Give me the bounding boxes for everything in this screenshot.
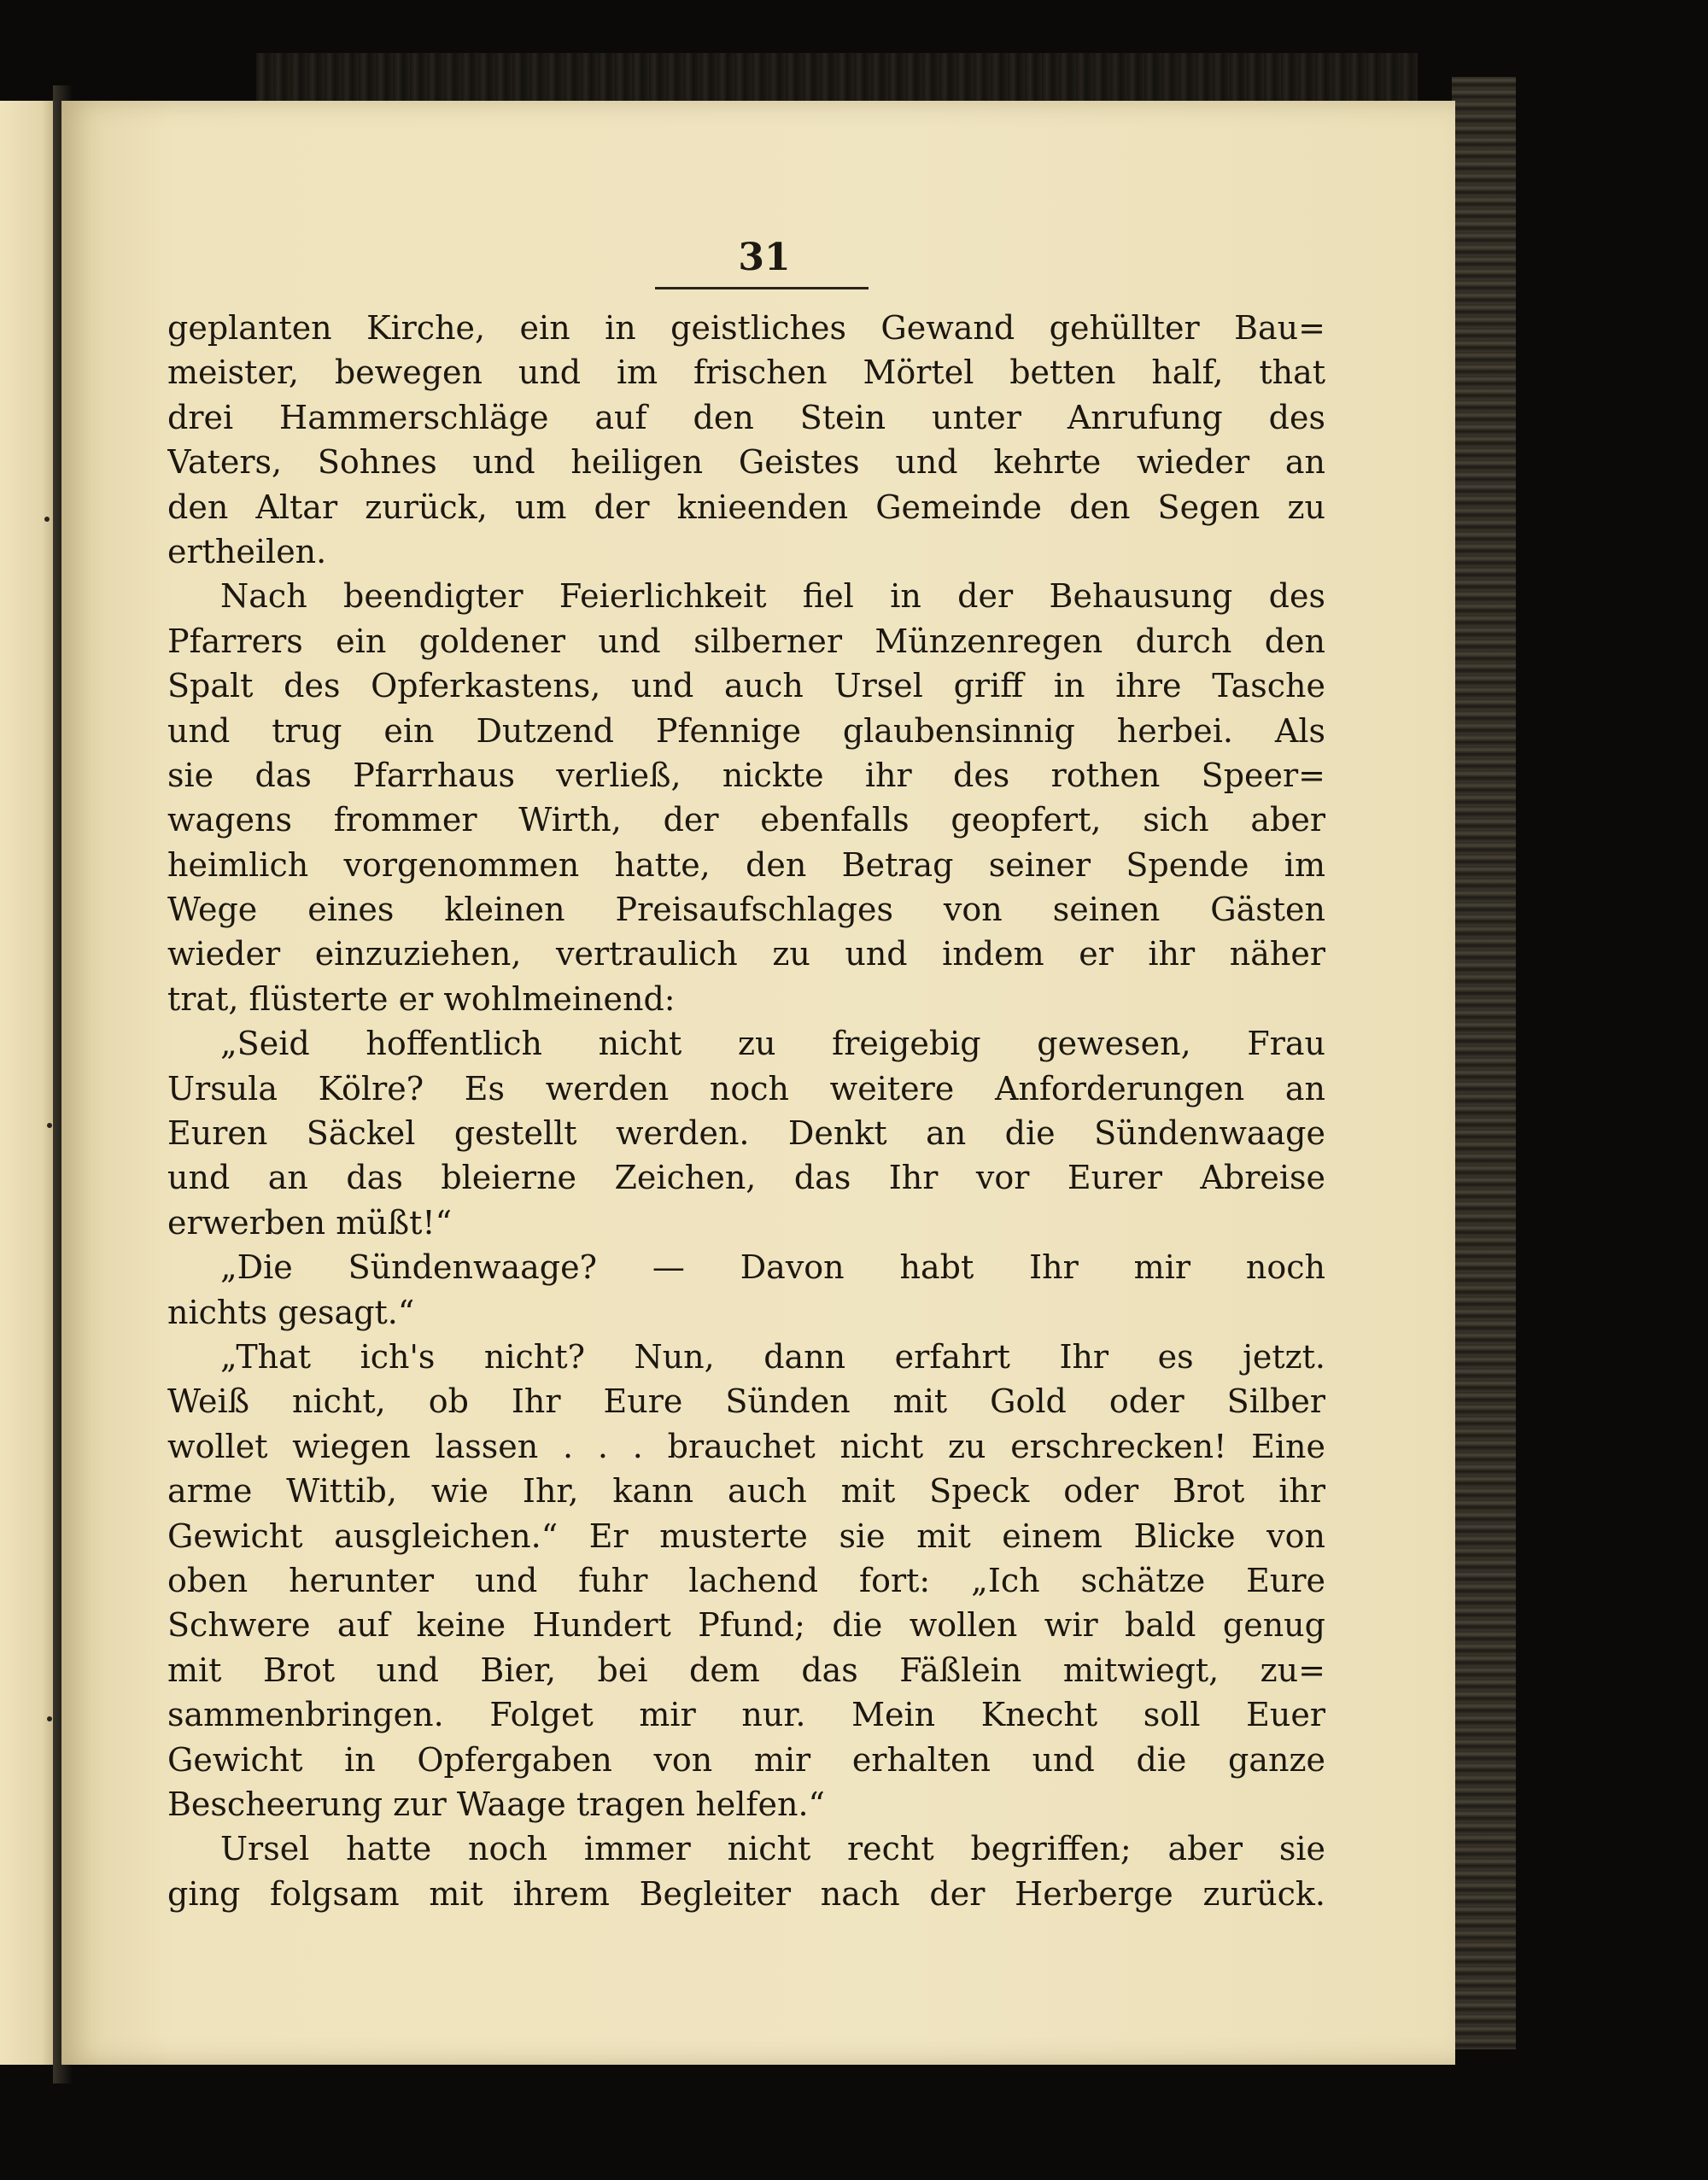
text-line: „Seid hoffentlich nicht zu freigebig gewesen, Frau — [220, 1025, 1325, 1063]
text-line: sie das Pfarrhaus verließ, nickte ihr des rothen Speer= — [167, 756, 1325, 794]
text-line: und trug ein Dutzend Pfennige glaubensinnig herbei. Als — [167, 711, 1325, 750]
text-line: Bescheerung zur Waage tragen helfen.“ — [167, 1785, 825, 1823]
margin-mark — [44, 517, 50, 522]
text-line: geplanten Kirche, ein in geistliches Gewand gehüllter Bau= — [167, 309, 1325, 347]
text-line: Weiß nicht, ob Ihr Eure Sünden mit Gold oder Silber — [167, 1382, 1325, 1421]
text-line: sammenbringen. Folget mir nur. Mein Knecht soll Euer — [167, 1696, 1325, 1734]
page-edges — [1452, 77, 1516, 2049]
text-line: nichts gesagt.“ — [167, 1293, 415, 1331]
text-line: Pfarrers ein goldener und silberner Münzenregen durch den — [167, 622, 1325, 660]
text-line: meister, bewegen und im frischen Mörtel betten half, that — [167, 354, 1325, 392]
text-line: wagens frommer Wirth, der ebenfalls geopfert, sich aber — [167, 801, 1325, 839]
body-text — [167, 306, 1325, 1916]
text-line: wieder einzuziehen, vertraulich zu und indem er ihr näher — [167, 935, 1325, 973]
header-rule — [655, 287, 869, 289]
margin-mark — [47, 1123, 52, 1128]
text-line: Ursula Kölre? Es werden noch weitere Anforderungen an — [167, 1069, 1325, 1108]
text-line: ging folgsam mit ihrem Begleiter nach der Herberge zurück. — [167, 1874, 1325, 1913]
text-line: den Altar zurück, um der knieenden Gemeinde den Segen zu — [167, 488, 1325, 526]
book-page — [61, 101, 1455, 2065]
text-line: Vaters, Sohnes und heiligen Geistes und kehrte wieder an — [167, 443, 1325, 482]
text-line: oben herunter und fuhr lachend fort: „Ich schätze Eure — [167, 1561, 1325, 1599]
text-line: drei Hammerschläge auf den Stein unter Anrufung des — [167, 398, 1325, 436]
text-line: Wege eines kleinen Preisaufschlages von seinen Gästen — [167, 891, 1325, 929]
text-line: trat, flüsterte er wohlmeinend: — [167, 979, 676, 1018]
text-line: Gewicht in Opfergaben von mir erhalten und die ganze — [167, 1740, 1325, 1779]
facing-page — [0, 101, 60, 2065]
text-line: Nach beendigter Feierlichkeit fiel in der Behausung des — [220, 577, 1325, 616]
text-line: „That ich's nicht? Nun, dann erfahrt Ihr es jetzt. — [220, 1337, 1325, 1376]
text-line: heimlich vorgenommen hatte, den Betrag seiner Spende im — [167, 845, 1325, 884]
text-line: Euren Säckel gestellt werden. Denkt an die Sündenwaage — [167, 1114, 1325, 1153]
text-line: Gewicht ausgleichen.“ Er musterte sie mit einem Blicke von — [167, 1517, 1325, 1555]
text-line: „Die Sündenwaage? — Davon habt Ihr mir noch — [220, 1248, 1325, 1287]
text-line: Spalt des Opferkastens, und auch Ursel griff in ihre Tasche — [167, 667, 1325, 705]
text-line: und an das bleierne Zeichen, das Ihr vor Eurer Abreise — [167, 1159, 1325, 1197]
text-line: arme Wittib, wie Ihr, kann auch mit Speck oder Brot ihr — [167, 1472, 1325, 1511]
page-number: 31 — [738, 236, 791, 279]
text-line: erwerben müßt!“ — [167, 1203, 453, 1242]
text-line: Ursel hatte noch immer nicht recht begriffen; aber sie — [220, 1830, 1325, 1868]
text-line: ertheilen. — [167, 532, 327, 570]
text-line: Schwere auf keine Hundert Pfund; die wollen wir bald genug — [167, 1606, 1325, 1645]
text-line: wollet wiegen lassen . . . brauchet nicht zu erschrecken! Eine — [167, 1427, 1325, 1465]
margin-mark — [47, 1716, 52, 1721]
text-line: mit Brot und Bier, bei dem das Fäßlein mitwiegt, zu= — [167, 1651, 1325, 1689]
